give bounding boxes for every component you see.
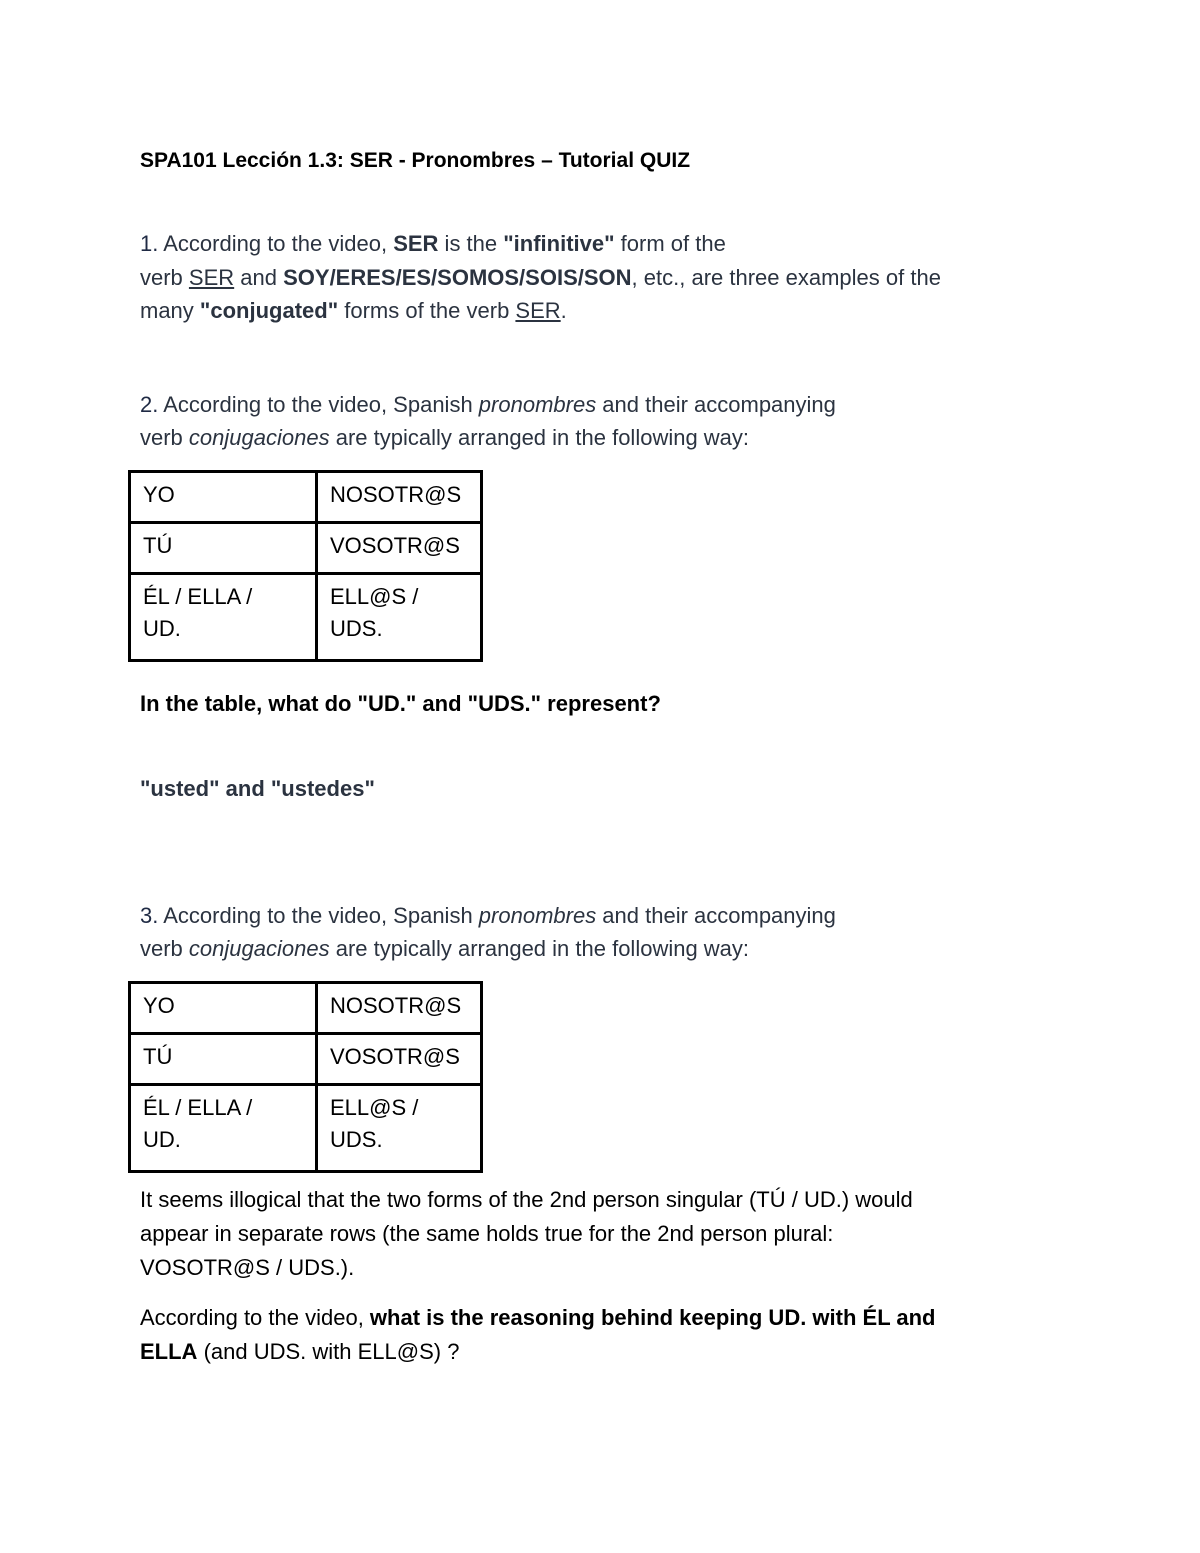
question-2-line-2 [140, 424, 749, 452]
q2-text: and their accompanying [596, 392, 836, 417]
q2-text: are typically arranged in the following way: [329, 425, 750, 450]
q3-prompt-bold: ELLA [140, 1339, 198, 1364]
table-cell: NOSOTR@S [317, 472, 482, 523]
question-2-number: 2. [140, 392, 159, 417]
table-cell [130, 1085, 317, 1172]
q1-text: According to the video, [158, 231, 394, 256]
q2-pronombres-italic: pronombres [478, 392, 597, 417]
question-2-line-1 [140, 391, 836, 419]
q1-text: verb [140, 265, 189, 290]
q1-conjugated-bold: "conjugated" [199, 298, 339, 323]
q3-text: verb [140, 936, 189, 961]
question-2-answer: "usted" and "ustedes" [140, 776, 375, 801]
question-1-line-1 [140, 230, 726, 258]
q3-pronombres-italic: pronombres [478, 903, 597, 928]
cell-line: ÉL / ELLA / [143, 584, 253, 609]
q1-text: , etc., are three examples of the [631, 265, 941, 290]
cell-line: ÉL / ELLA / [143, 1095, 253, 1120]
q3-text: and their accompanying [596, 903, 836, 928]
cell-line: ELL@S / [330, 584, 419, 609]
table-cell: YO [130, 472, 317, 523]
cell-line: UDS. [330, 1127, 383, 1152]
q1-infinitive-bold: "infinitive" [503, 231, 615, 256]
question-3-prompt-line-2 [140, 1338, 459, 1366]
question-1-number: 1. [140, 231, 159, 256]
q1-text: is the [438, 231, 504, 256]
table-cell [317, 574, 482, 661]
question-1-line-3 [140, 297, 567, 325]
page-title: SPA101 Lección 1.3: SER - Pronombres – Tutorial QUIZ [140, 149, 691, 172]
question-3-prompt-line-1 [140, 1304, 935, 1332]
table-cell: VOSOTR@S [317, 523, 482, 574]
q3-text: (and UDS. with ELL@S) ? [197, 1339, 460, 1364]
q3-conjugaciones-italic: conjugaciones [188, 936, 330, 961]
cell-line: UD. [143, 1127, 181, 1152]
q3-text: are typically arranged in the following way: [329, 936, 750, 961]
question-1-line-2 [140, 264, 941, 292]
table-cell [130, 574, 317, 661]
cell-line: UD. [143, 616, 181, 641]
q3-text: According to the video, [140, 1305, 370, 1330]
question-3-paragraph-line-2: appear in separate rows (the same holds true for the 2nd person plural: [140, 1221, 834, 1246]
question-3-line-2 [140, 935, 749, 963]
table-cell: TÚ [130, 523, 317, 574]
q1-ser-underlined: SER [188, 265, 235, 290]
q1-text: . [560, 298, 567, 323]
question-3-number: 3. [140, 903, 159, 928]
q3-prompt-bold: what is the reasoning behind keeping UD. with ÉL and [369, 1305, 936, 1330]
table-cell: VOSOTR@S [317, 1034, 482, 1085]
q1-ser-bold: SER [393, 231, 439, 256]
q1-text: forms of the verb [338, 298, 516, 323]
cell-line: ELL@S / [330, 1095, 419, 1120]
q2-text: According to the video, Spanish [158, 392, 479, 417]
question-2-prompt: In the table, what do "UD." and "UDS." represent? [140, 691, 661, 716]
q1-text: many [140, 298, 200, 323]
table-cell [317, 1085, 482, 1172]
question-3-paragraph-line-1: It seems illogical that the two forms of the 2nd person singular (TÚ / UD.) would [140, 1187, 913, 1212]
question-3-paragraph-line-3: VOSOTR@S / UDS.). [140, 1255, 355, 1280]
table-cell: NOSOTR@S [317, 983, 482, 1034]
q2-conjugaciones-italic: conjugaciones [188, 425, 330, 450]
question-3-line-1 [140, 902, 836, 930]
cell-line: UDS. [330, 616, 383, 641]
table-cell: TÚ [130, 1034, 317, 1085]
q3-text: According to the video, Spanish [158, 903, 479, 928]
q1-ser-underlined: SER [515, 298, 561, 323]
q1-text: form of the [614, 231, 726, 256]
q2-text: verb [140, 425, 189, 450]
q1-text: and [234, 265, 284, 290]
pronoun-table-1 [128, 470, 483, 662]
table-cell: YO [130, 983, 317, 1034]
q1-forms-bold: SOY/ERES/ES/SOMOS/SOIS/SON [283, 265, 632, 290]
pronoun-table-2 [128, 981, 483, 1173]
